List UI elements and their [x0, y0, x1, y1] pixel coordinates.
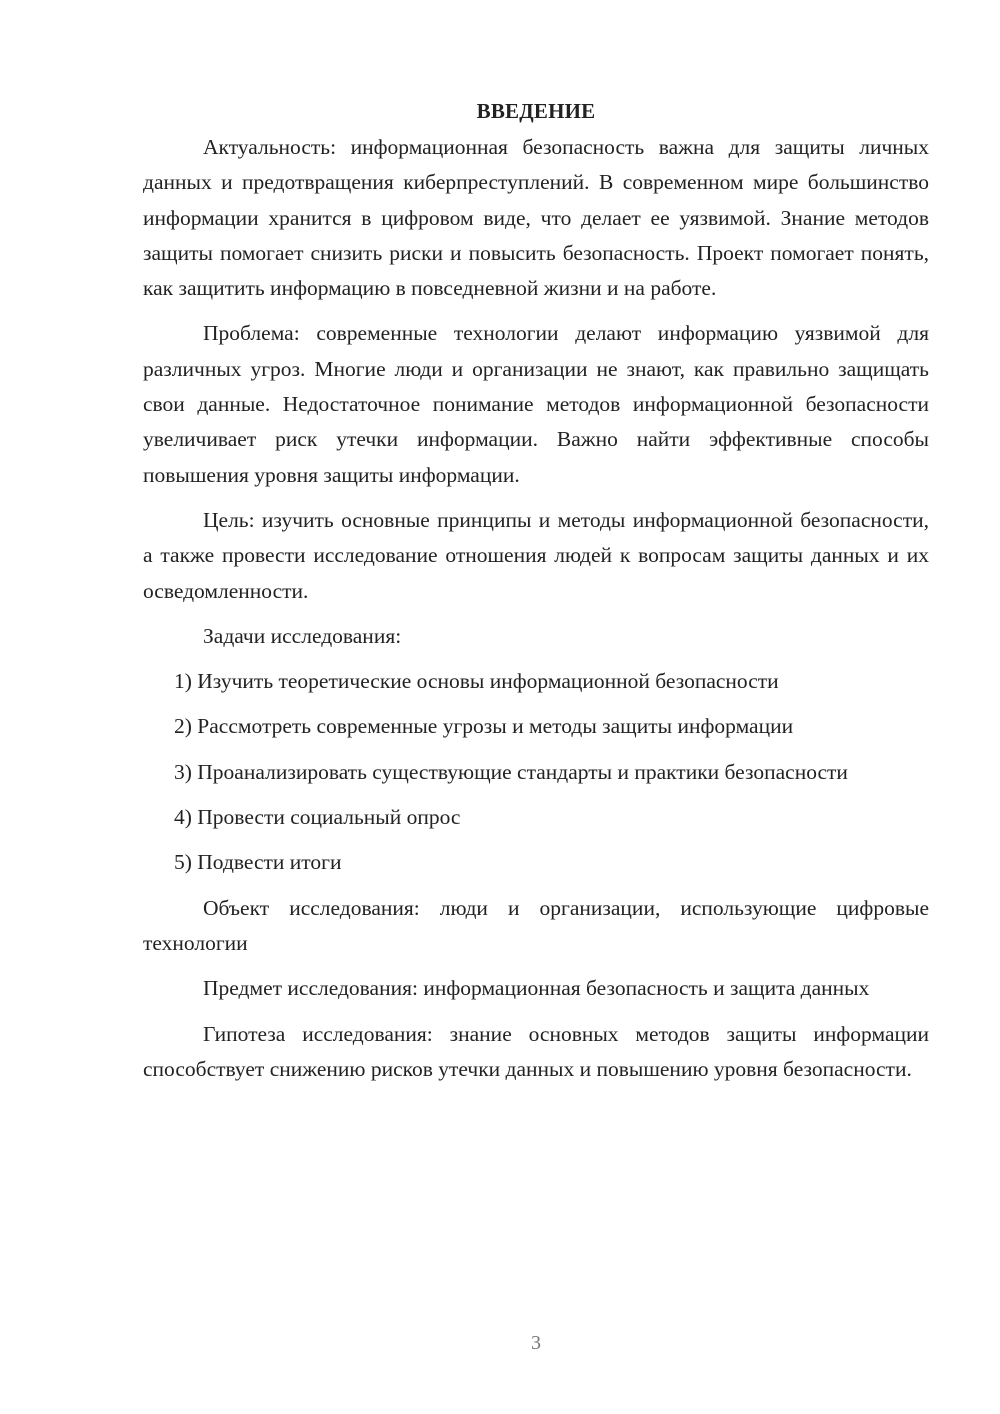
document-body	[143, 96, 929, 1087]
task-item-3: 3) Проанализировать существующие стандарты и практики безопасности	[174, 759, 848, 784]
relevance-paragraph: Актуальность: информационная безопасность важна для защиты личных данных и предотвращения киберпреступлений. В современном мире большинство информации хранится в цифровом виде, что делает ее уязвимой. Знание методов защиты помогает снизить риски и повысить безопасность. Проект помогает понять, как защитить информацию в повседневной жизни и на работе.	[143, 135, 929, 301]
object-paragraph: Объект исследования: люди и организации, использующие цифровые технологии	[143, 895, 929, 955]
subject-paragraph: Предмет исследования: информационная безопасность и защита данных	[203, 976, 870, 1001]
task-item-4: 4) Провести социальный опрос	[174, 805, 461, 830]
tasks-heading: Задачи исследования:	[203, 623, 402, 648]
hypothesis-paragraph: Гипотеза исследования: знание основных методов защиты информации способствует снижению рисков утечки данных и повышению уровня безопасности.	[143, 1021, 929, 1081]
page-title: ВВЕДЕНИЕ	[476, 99, 596, 123]
task-item-5: 5) Подвести итоги	[174, 850, 342, 875]
problem-paragraph: Проблема: современные технологии делают информацию уязвимой для различных угроз. Многие люди и организации не знают, как правильно защищать свои данные. Недостаточное понимание методов информационной безопасности увеличивает риск утечки информации. Важно найти эффективные способы повышения уровня защиты информации.	[143, 321, 929, 487]
task-item-2: 2) Рассмотреть современные угрозы и методы защиты информации	[174, 714, 794, 739]
task-item-1: 1) Изучить теоретические основы информационной безопасности	[174, 669, 779, 694]
page-number: 3	[531, 1332, 541, 1354]
goal-paragraph: Цель: изучить основные принципы и методы информационной безопасности, а также провести исследование отношения людей к вопросам защиты данных и их осведомленности.	[143, 507, 929, 603]
